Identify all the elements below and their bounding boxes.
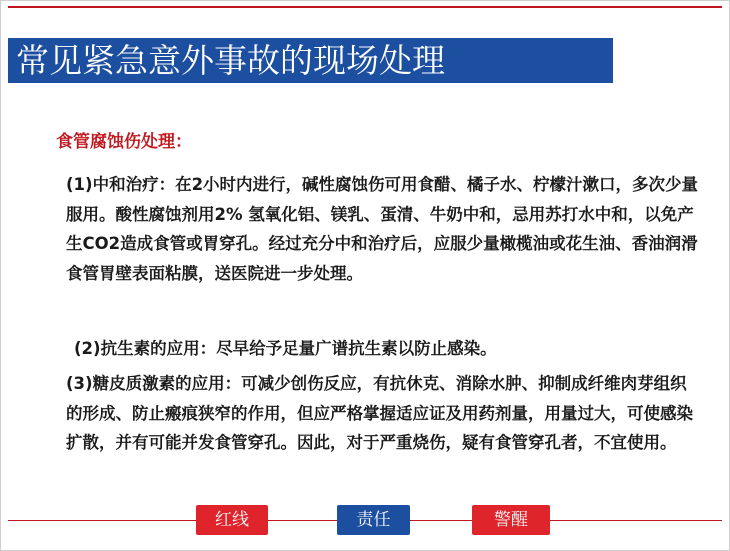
section-heading: 食管腐蚀伤处理： [56, 132, 192, 152]
red-line-button[interactable]: 红线 [196, 505, 268, 535]
top-divider [8, 6, 722, 8]
responsibility-button[interactable]: 责任 [337, 505, 410, 535]
paragraph-corticosteroids: (3)糖皮质激素的应用：可减少创伤反应，有抗休克、消除水肿、抑制成纤维肉芽组织的形成、防止瘢痕狭窄的作用，但应严格掌握适应证及用药剂量，用量过大，可使感染扩散，并有可能并发食管穿孔。因此，对于严重烧伤，疑有食管穿孔者，不宜使用。 [66, 374, 693, 452]
paragraph-neutralization: (1)中和治疗：在2小时内进行，碱性腐蚀伤可用食醋、橘子水、柠檬汁漱口，多次少量服用。酸性腐蚀剂用2% 氢氧化铝、镁乳、蛋清、牛奶中和，忌用苏打水中和，以免产生CO2造成食管或胃穿孔。经过充分中和治疗后，应服少量橄榄油或花生油、香油润滑食管胃壁表面粘膜，送医院进一步处理。 [66, 175, 699, 283]
paragraph-antibiotics: (2)抗生素的应用：尽早给予足量广谱抗生素以防止感染。 [74, 339, 497, 358]
alert-button[interactable]: 警醒 [472, 505, 550, 535]
slide-title: 常见紧急意外事故的现场处理 [16, 41, 445, 80]
